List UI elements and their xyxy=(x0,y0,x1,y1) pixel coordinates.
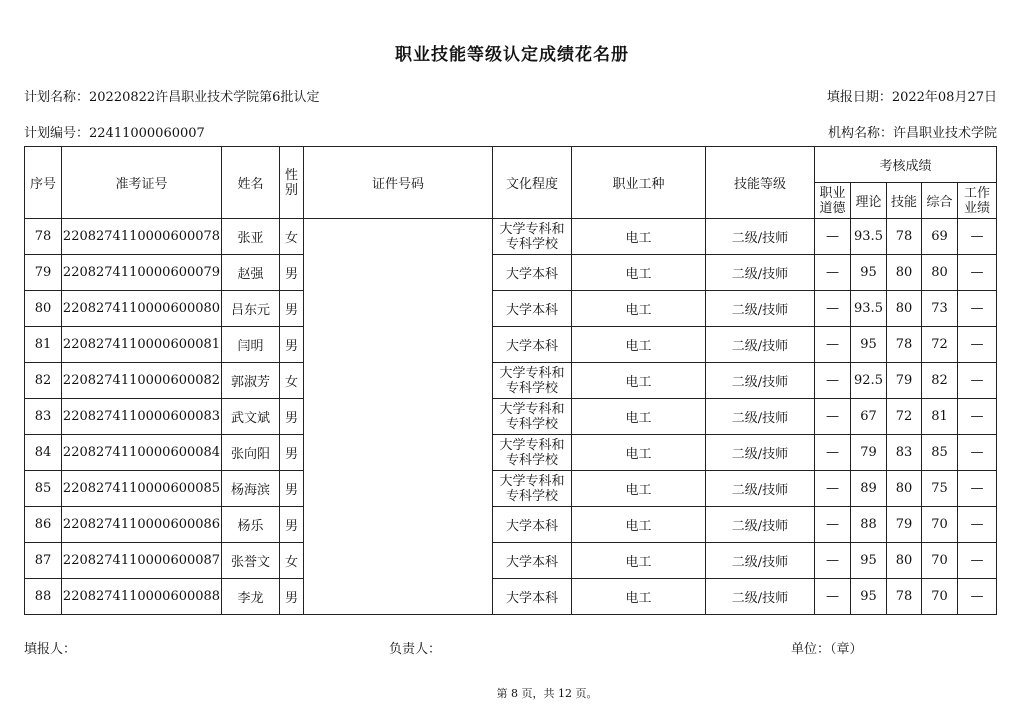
cell-seq: 87 xyxy=(25,543,62,579)
education-line: 大学本科 xyxy=(505,591,558,606)
page-number: 第 8 页，共 12 页。 xyxy=(496,687,598,700)
cell-id-no xyxy=(304,507,493,543)
cell-work: — xyxy=(958,579,997,615)
cell-overall: 72 xyxy=(922,327,958,363)
cell-gender: 男 xyxy=(280,507,304,543)
cell-skill: 80 xyxy=(887,471,922,507)
cell-occupation: 电工 xyxy=(572,579,706,615)
table-row xyxy=(25,219,997,255)
cell-ethics: — xyxy=(815,255,851,291)
cell-exam-no: 2208274110000600085 xyxy=(62,471,222,507)
cell-seq: 86 xyxy=(25,507,62,543)
table-row xyxy=(25,291,997,327)
cell-overall: 70 xyxy=(922,543,958,579)
cell-skill: 80 xyxy=(887,291,922,327)
row-divider xyxy=(469,471,492,472)
education-line: 大学专科和 xyxy=(499,401,565,417)
cell-theory: 93.5 xyxy=(851,219,887,255)
row-divider xyxy=(469,327,492,328)
table-row xyxy=(25,363,997,399)
roster-body xyxy=(25,219,997,615)
cell-seq: 79 xyxy=(25,255,62,291)
cell-overall: 70 xyxy=(922,579,958,615)
cell-skill: 78 xyxy=(887,219,922,255)
cell-exam-no: 2208274110000600081 xyxy=(62,327,222,363)
plan-no xyxy=(24,122,205,141)
cell-education xyxy=(493,291,572,327)
cell-ethics: — xyxy=(815,291,851,327)
education-line: 专科学校 xyxy=(505,236,558,252)
cell-level: 二级/技师 xyxy=(706,507,815,543)
header-occupation: 职业工种 xyxy=(572,147,706,219)
cell-seq: 83 xyxy=(25,399,62,435)
cell-id-no xyxy=(304,255,493,291)
header-ethics-2: 道德 xyxy=(819,200,846,216)
header-theory: 理论 xyxy=(851,183,887,219)
cell-gender: 女 xyxy=(280,219,304,255)
cell-skill: 72 xyxy=(887,399,922,435)
responsible-label: 负责人： xyxy=(389,642,442,657)
cell-id-no xyxy=(304,327,493,363)
cell-exam-no: 2208274110000600087 xyxy=(62,543,222,579)
cell-gender: 男 xyxy=(280,435,304,471)
cell-overall: 70 xyxy=(922,507,958,543)
header-scores: 考核成绩 xyxy=(815,147,997,183)
header-education: 文化程度 xyxy=(493,147,572,219)
cell-education xyxy=(493,399,572,435)
cell-level: 二级/技师 xyxy=(706,219,815,255)
education-line: 大学专科和 xyxy=(499,437,565,453)
row-divider xyxy=(469,291,492,292)
education-line: 大学专科和 xyxy=(499,365,565,381)
cell-name: 武文斌 xyxy=(222,399,280,435)
cell-theory: 93.5 xyxy=(851,291,887,327)
cell-id-no xyxy=(304,291,493,327)
cell-work: — xyxy=(958,291,997,327)
table-row xyxy=(25,543,997,579)
cell-skill: 80 xyxy=(887,255,922,291)
org-label: 机构名称： xyxy=(827,126,893,141)
cell-gender: 男 xyxy=(280,579,304,615)
cell-seq: 81 xyxy=(25,327,62,363)
cell-level: 二级/技师 xyxy=(706,471,815,507)
row-divider xyxy=(469,399,492,400)
org-name xyxy=(828,122,997,141)
education-line: 大学专科和 xyxy=(499,473,565,489)
score-roster-table xyxy=(24,146,997,615)
cell-ethics: — xyxy=(815,219,851,255)
cell-occupation: 电工 xyxy=(572,291,706,327)
cell-ethics: — xyxy=(815,363,851,399)
cell-occupation: 电工 xyxy=(572,219,706,255)
cell-exam-no: 2208274110000600088 xyxy=(62,579,222,615)
education-line: 大学本科 xyxy=(505,303,558,318)
plan-name xyxy=(24,86,319,105)
cell-ethics: — xyxy=(815,471,851,507)
header-name: 姓名 xyxy=(222,147,280,219)
table-row xyxy=(25,435,997,471)
cell-occupation: 电工 xyxy=(572,399,706,435)
education-line: 大学本科 xyxy=(505,555,558,570)
plan-no-value: 22411000060007 xyxy=(89,126,205,141)
cell-level: 二级/技师 xyxy=(706,435,815,471)
cell-name: 杨乐 xyxy=(222,507,280,543)
header-level: 技能等级 xyxy=(706,147,815,219)
education-line: 专科学校 xyxy=(505,380,558,396)
cell-occupation: 电工 xyxy=(572,507,706,543)
cell-education xyxy=(493,543,572,579)
cell-work: — xyxy=(958,255,997,291)
plan-no-label: 计划编号： xyxy=(24,126,90,141)
cell-name: 郭淑芳 xyxy=(222,363,280,399)
cell-level: 二级/技师 xyxy=(706,399,815,435)
cell-name: 张誉文 xyxy=(222,543,280,579)
header-id-no: 证件号码 xyxy=(304,147,493,219)
cell-name: 闫明 xyxy=(222,327,280,363)
cell-name: 张向阳 xyxy=(222,435,280,471)
cell-overall: 85 xyxy=(922,435,958,471)
cell-id-no xyxy=(304,543,493,579)
cell-name: 李龙 xyxy=(222,579,280,615)
header-ethics-1: 职业 xyxy=(819,185,846,201)
cell-name: 杨海滨 xyxy=(222,471,280,507)
cell-skill: 78 xyxy=(887,327,922,363)
cell-gender: 男 xyxy=(280,471,304,507)
cell-ethics: — xyxy=(815,435,851,471)
cell-level: 二级/技师 xyxy=(706,327,815,363)
table-row xyxy=(25,579,997,615)
header-skill: 技能 xyxy=(887,183,922,219)
cell-exam-no: 2208274110000600083 xyxy=(62,399,222,435)
row-divider xyxy=(469,543,492,544)
cell-seq: 78 xyxy=(25,219,62,255)
header-gender-1: 性 xyxy=(284,167,298,183)
cell-id-no xyxy=(304,399,493,435)
cell-gender: 男 xyxy=(280,399,304,435)
cell-overall: 80 xyxy=(922,255,958,291)
cell-overall: 75 xyxy=(922,471,958,507)
cell-theory: 95 xyxy=(851,543,887,579)
cell-ethics: — xyxy=(815,399,851,435)
cell-seq: 82 xyxy=(25,363,62,399)
org-value: 许昌职业技术学院 xyxy=(892,126,997,141)
cell-seq: 84 xyxy=(25,435,62,471)
cell-exam-no: 2208274110000600080 xyxy=(62,291,222,327)
cell-theory: 95 xyxy=(851,579,887,615)
cell-occupation: 电工 xyxy=(572,363,706,399)
cell-gender: 男 xyxy=(280,327,304,363)
education-line: 大学本科 xyxy=(505,339,558,354)
cell-ethics: — xyxy=(815,507,851,543)
cell-work: — xyxy=(958,543,997,579)
cell-ethics: — xyxy=(815,543,851,579)
cell-gender: 女 xyxy=(280,543,304,579)
cell-occupation: 电工 xyxy=(572,543,706,579)
cell-name: 赵强 xyxy=(222,255,280,291)
education-line: 大学本科 xyxy=(505,519,558,534)
table-row xyxy=(25,471,997,507)
cell-education xyxy=(493,363,572,399)
cell-theory: 79 xyxy=(851,435,887,471)
header-work-1: 工作 xyxy=(964,185,991,201)
cell-occupation: 电工 xyxy=(572,471,706,507)
unit-seal-label: 单位：（章） xyxy=(791,642,863,657)
header-gender xyxy=(280,147,304,219)
cell-occupation: 电工 xyxy=(572,327,706,363)
cell-work: — xyxy=(958,435,997,471)
cell-occupation: 电工 xyxy=(572,435,706,471)
cell-gender: 男 xyxy=(280,291,304,327)
filler-label: 填报人： xyxy=(24,642,77,657)
education-line: 专科学校 xyxy=(505,488,558,504)
cell-education xyxy=(493,579,572,615)
cell-work: — xyxy=(958,363,997,399)
cell-skill: 83 xyxy=(887,435,922,471)
cell-skill: 79 xyxy=(887,363,922,399)
header-overall: 综合 xyxy=(922,183,958,219)
cell-ethics: — xyxy=(815,327,851,363)
cell-name: 吕东元 xyxy=(222,291,280,327)
cell-theory: 92.5 xyxy=(851,363,887,399)
header-work xyxy=(958,183,997,219)
cell-work: — xyxy=(958,399,997,435)
report-date-value: 2022年08月27日 xyxy=(891,90,997,105)
header-seq: 序号 xyxy=(25,147,62,219)
row-divider xyxy=(469,255,492,256)
cell-work: — xyxy=(958,507,997,543)
education-line: 大学专科和 xyxy=(499,221,565,237)
cell-overall: 82 xyxy=(922,363,958,399)
plan-name-label: 计划名称： xyxy=(24,90,90,105)
cell-level: 二级/技师 xyxy=(706,579,815,615)
page-title: 职业技能等级认定成绩花名册 xyxy=(395,45,629,65)
report-date-label: 填报日期： xyxy=(826,90,892,105)
cell-education xyxy=(493,507,572,543)
cell-education xyxy=(493,327,572,363)
cell-exam-no: 2208274110000600082 xyxy=(62,363,222,399)
cell-id-no xyxy=(304,471,493,507)
cell-theory: 67 xyxy=(851,399,887,435)
cell-overall: 69 xyxy=(922,219,958,255)
header-gender-2: 别 xyxy=(284,182,298,198)
cell-id-no xyxy=(304,435,493,471)
education-line: 大学本科 xyxy=(505,267,558,282)
cell-gender: 女 xyxy=(280,363,304,399)
header-work-2: 业绩 xyxy=(964,200,991,216)
row-divider xyxy=(469,507,492,508)
cell-id-no xyxy=(304,363,493,399)
education-line: 专科学校 xyxy=(505,416,558,432)
cell-level: 二级/技师 xyxy=(706,255,815,291)
cell-exam-no: 2208274110000600079 xyxy=(62,255,222,291)
cell-level: 二级/技师 xyxy=(706,363,815,399)
cell-theory: 95 xyxy=(851,255,887,291)
report-date xyxy=(827,86,997,105)
cell-work: — xyxy=(958,219,997,255)
cell-skill: 80 xyxy=(887,543,922,579)
cell-level: 二级/技师 xyxy=(706,291,815,327)
cell-overall: 81 xyxy=(922,399,958,435)
cell-skill: 79 xyxy=(887,507,922,543)
table-row xyxy=(25,507,997,543)
cell-exam-no: 2208274110000600084 xyxy=(62,435,222,471)
cell-occupation: 电工 xyxy=(572,255,706,291)
education-line: 专科学校 xyxy=(505,452,558,468)
cell-id-no xyxy=(304,219,493,255)
cell-education xyxy=(493,471,572,507)
cell-id-no xyxy=(304,579,493,615)
cell-theory: 88 xyxy=(851,507,887,543)
cell-seq: 85 xyxy=(25,471,62,507)
cell-ethics: — xyxy=(815,579,851,615)
cell-exam-no: 2208274110000600086 xyxy=(62,507,222,543)
cell-overall: 73 xyxy=(922,291,958,327)
cell-theory: 95 xyxy=(851,327,887,363)
cell-gender: 男 xyxy=(280,255,304,291)
plan-name-value: 20220822许昌职业技术学院第6批认定 xyxy=(89,90,320,105)
header-ethics xyxy=(815,183,851,219)
cell-work: — xyxy=(958,471,997,507)
table-row xyxy=(25,327,997,363)
row-divider xyxy=(469,435,492,436)
cell-theory: 89 xyxy=(851,471,887,507)
table-row xyxy=(25,255,997,291)
cell-seq: 88 xyxy=(25,579,62,615)
cell-education xyxy=(493,219,572,255)
row-divider xyxy=(469,363,492,364)
cell-name: 张亚 xyxy=(222,219,280,255)
cell-exam-no: 2208274110000600078 xyxy=(62,219,222,255)
cell-seq: 80 xyxy=(25,291,62,327)
cell-education xyxy=(493,255,572,291)
cell-work: — xyxy=(958,327,997,363)
cell-level: 二级/技师 xyxy=(706,543,815,579)
cell-skill: 78 xyxy=(887,579,922,615)
table-row xyxy=(25,399,997,435)
header-exam-no: 准考证号 xyxy=(62,147,222,219)
cell-education xyxy=(493,435,572,471)
